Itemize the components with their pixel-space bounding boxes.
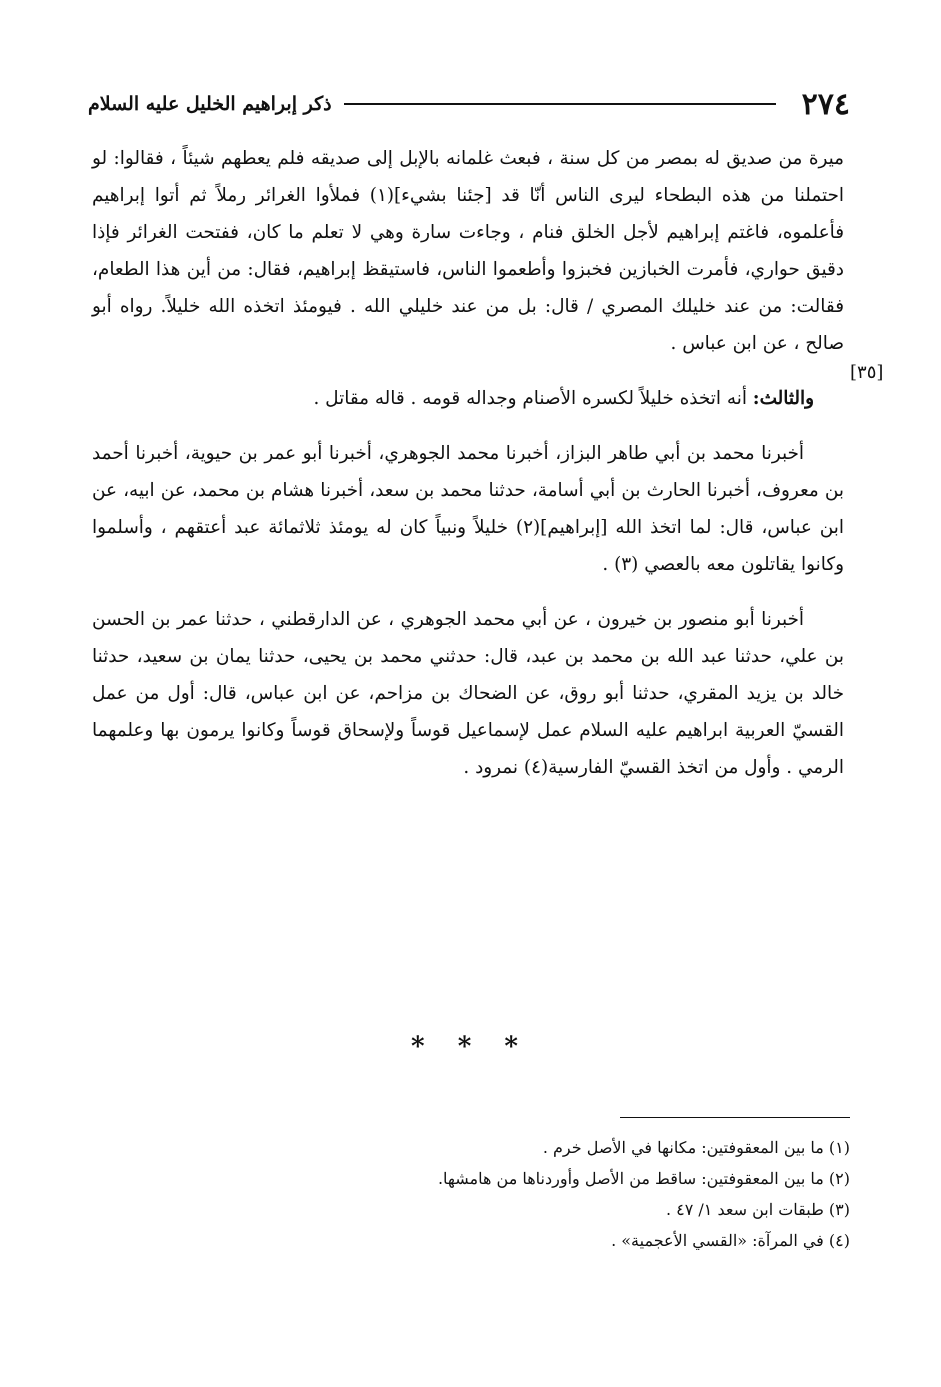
header-rule	[344, 103, 776, 105]
third-lead: والثالث:	[752, 388, 814, 409]
paragraph-third-reason	[92, 380, 844, 417]
page-number: ٢٧٤	[801, 86, 850, 122]
margin-reference: [٣٥]	[850, 362, 884, 383]
footnote-rule	[620, 1117, 850, 1118]
paragraph-3: أخبرنا أبو منصور بن خيرون ، عن أبي محمد الجوهري ، عن الدارقطني ، حدثنا عمر بن الحسن بن علي، حدثنا عبد الله بن محمد بن عبد، قال: حدثني محمد بن يحيى، حدثنا يمان بن سعيد، حدثنا خالد بن يزيد المقري، حدثنا أبو روق، عن الضحاك بن مزاحم، عن ابن عباس، قال: أول من عمل القسيّ العربية ابراهيم عليه السلام عمل لإسماعيل قوساً ولإسحاق قوساً وكانوا يرمون بها وعلمهما الرمي . وأول من اتخذ القسيّ الفارسية(٤) نمرود .	[92, 609, 844, 778]
body-text	[92, 140, 844, 786]
chapter-title: ذكر إبراهيم الخليل عليه السلام	[88, 93, 332, 115]
footnotes	[300, 1132, 850, 1256]
paragraph-1: ميرة من صديق له بمصر من كل سنة ، فبعث غلمانه بالإبل إلى صديقه فلم يعطهم شيئاً ، فقالوا: لو احتملنا من هذه البطحاء ليرى الناس أنّا قد [جئنا بشيء](١) فملأوا الغرائر رملاً ثم أتوا إبراهيم فأعلموه، فاغتم إبراهيم لأجل الخلق فنام ، وجاءت سارة وهي لا تعلم ما كان، ففتحت الغرائر فإذا دقيق حواري، فأمرت الخبازين فخبزوا وأطعموا الناس، فاستيقظ إبراهيم، فقال: من أين هذا الطعام، فقالت: من عند خليلك المصري / قال: بل من عند خليلي الله . فيومئذ اتخذه الله خليلاً. رواه أبو صالح ، عن ابن عباس .	[92, 148, 844, 354]
section-separator: * * *	[411, 1032, 530, 1062]
running-header	[88, 84, 850, 124]
footnote-4: (٤) في المرآة: «القسي الأعجمية» .	[611, 1231, 850, 1250]
footnote-1: (١) ما بين المعقوفتين: مكانها في الأصل خرم .	[542, 1138, 850, 1157]
footnote-2: (٢) ما بين المعقوفتين: ساقط من الأصل وأوردناها من هامشها.	[437, 1169, 850, 1188]
third-text: أنه اتخذه خليلاً لكسره الأصنام وجداله قومه . قاله مقاتل .	[313, 388, 747, 409]
footnote-3: (٣) طبقات ابن سعد ١/ ٤٧ .	[665, 1200, 850, 1219]
paragraph-2: أخبرنا محمد بن أبي طاهر البزاز، أخبرنا محمد الجوهري، أخبرنا أبو عمر بن حيوية، أخبرنا أحمد بن معروف، أخبرنا الحارث بن أبي أسامة، حدثنا محمد بن سعد، أخبرنا هشام بن محمد، عن ابيه، عن ابن عباس، قال: لما اتخذ الله [إبراهيم](٢) خليلاً ونبياً كان له يومئذ ثلاثمائة عبد أعتقهم ، وأسلموا وكانوا يقاتلون معه بالعصي (٣) .	[92, 443, 845, 575]
